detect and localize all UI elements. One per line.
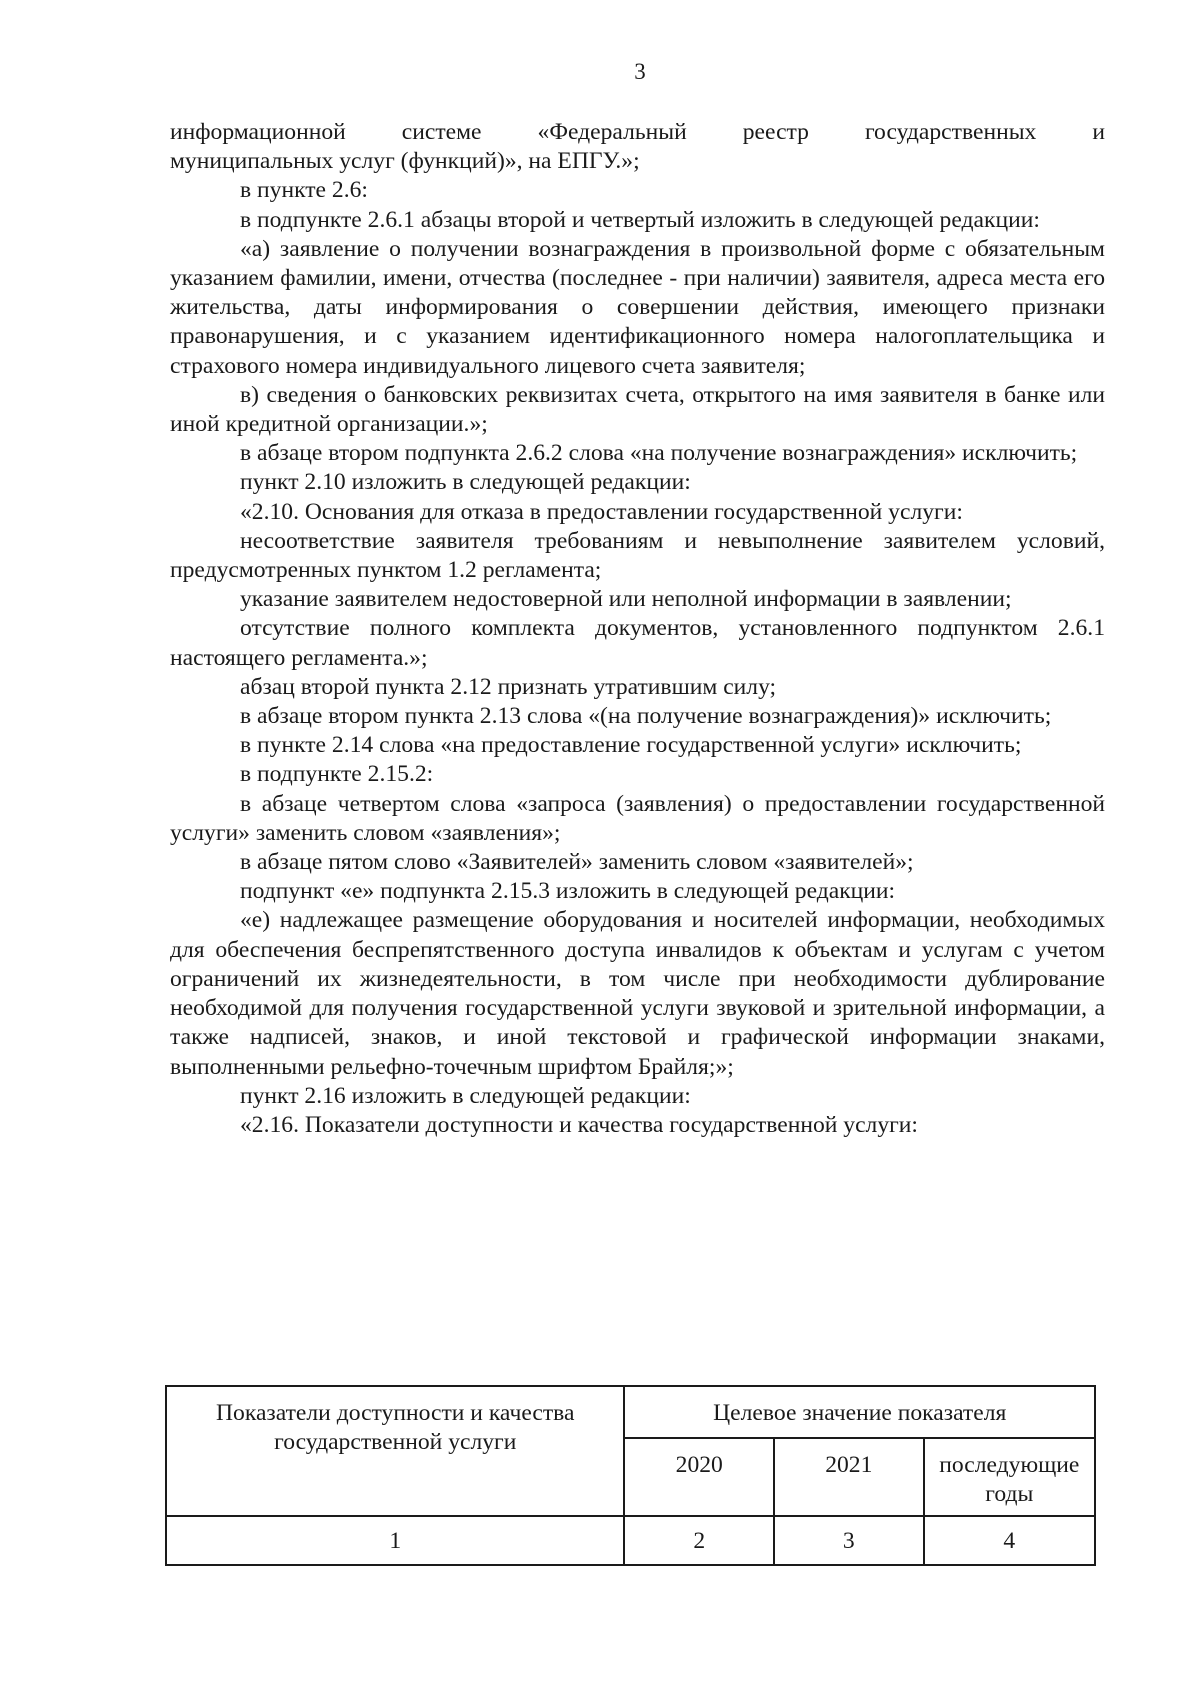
body-paragraph: «2.16. Показатели доступности и качества государственной услуги: <box>240 1111 918 1138</box>
column-number-cell: 3 <box>774 1516 924 1565</box>
body-paragraph: в) сведения о банковских реквизитах счета, открытого на имя заявителя в банке или иной кредитной организации.»; <box>170 381 1105 438</box>
body-paragraph: подпункт «е» подпункта 2.15.3 изложить в следующей редакции: <box>240 878 896 905</box>
body-paragraph: пункт 2.16 изложить в следующей редакции: <box>240 1082 691 1109</box>
body-paragraph: «а) заявление о получении вознаграждения в произвольной форме с обязательным указанием фамилии, имени, отчества (последнее - при наличии) заявителя, адреса места его жительства, даты информирования о совершении действия, имеющего признаки правонарушения, и с указанием идентификационного номера налогоплательщика и страхового номера индивидуального лицевого счета заявителя; <box>170 235 1105 379</box>
indicator-header-cell: Показатели доступности и качества государственной услуги <box>166 1386 624 1516</box>
body-paragraph: «е) надлежащее размещение оборудования и носителей информации, необходимых для обеспечения беспрепятственного доступа инвалидов к объектам и услугам с учетом ограничений их жизнедеятельности, в том числе при необходимости дублирование необходимой для получения государственной услуги звуковой и зрительной информации, а также надписей, знаков, и иной текстовой и графической информации знаками, выполненными рельефно-точечным шрифтом Брайля;»; <box>170 907 1105 1080</box>
indicators-table <box>165 1385 1096 1566</box>
body-paragraph: указание заявителем недостоверной или неполной информации в заявлении; <box>240 586 1012 613</box>
body-paragraph: пункт 2.10 изложить в следующей редакции: <box>240 469 691 496</box>
document-body <box>170 118 1105 1140</box>
table-header-row <box>166 1386 1095 1438</box>
target-value-header-cell: Целевое значение показателя <box>624 1386 1095 1438</box>
column-number-cell: 4 <box>924 1516 1095 1565</box>
body-paragraph: в подпункте 2.15.2: <box>240 761 434 788</box>
body-paragraph: в пункте 2.14 слова «на предоставление государственной услуги» исключить; <box>240 732 1022 759</box>
body-paragraph: муниципальных услуг (функций)», на ЕПГУ.»; <box>170 148 640 175</box>
body-paragraph: в пункте 2.6: <box>240 177 368 204</box>
page-number: 3 <box>634 59 646 84</box>
table-numbering-row <box>166 1516 1095 1565</box>
body-paragraph: информационной системе «Федеральный реестр государственных и <box>170 119 1105 145</box>
body-paragraph: «2.10. Основания для отказа в предоставлении государственной услуги: <box>240 498 963 525</box>
body-paragraph: в абзаце втором пункта 2.13 слова «(на получение вознаграждения)» исключить; <box>240 703 1052 730</box>
column-number-cell: 2 <box>624 1516 774 1565</box>
body-paragraph: в абзаце втором подпункта 2.6.2 слова «на получение вознаграждения» исключить; <box>240 440 1078 467</box>
year-cell: 2020 <box>624 1438 774 1516</box>
body-paragraph: в подпункте 2.6.1 абзацы второй и четвертый изложить в следующей редакции: <box>240 206 1040 233</box>
body-paragraph: в абзаце пятом слово «Заявителей» заменить словом «заявителей»; <box>240 849 914 876</box>
year-cell: последующие годы <box>924 1438 1095 1516</box>
body-paragraph: несоответствие заявителя требованиям и невыполнение заявителем условий, предусмотренных пунктом 1.2 регламента; <box>170 527 1105 584</box>
body-paragraph: в абзаце четвертом слова «запроса (заявления) о предоставлении государственной услуги» заменить словом «заявления»; <box>170 790 1105 846</box>
body-paragraph: абзац второй пункта 2.12 признать утратившим силу; <box>240 673 777 700</box>
year-cell: 2021 <box>774 1438 924 1516</box>
column-number-cell: 1 <box>166 1516 624 1565</box>
body-paragraph: отсутствие полного комплекта документов, установленного подпунктом 2.6.1 настоящего регламента.»; <box>170 615 1105 671</box>
